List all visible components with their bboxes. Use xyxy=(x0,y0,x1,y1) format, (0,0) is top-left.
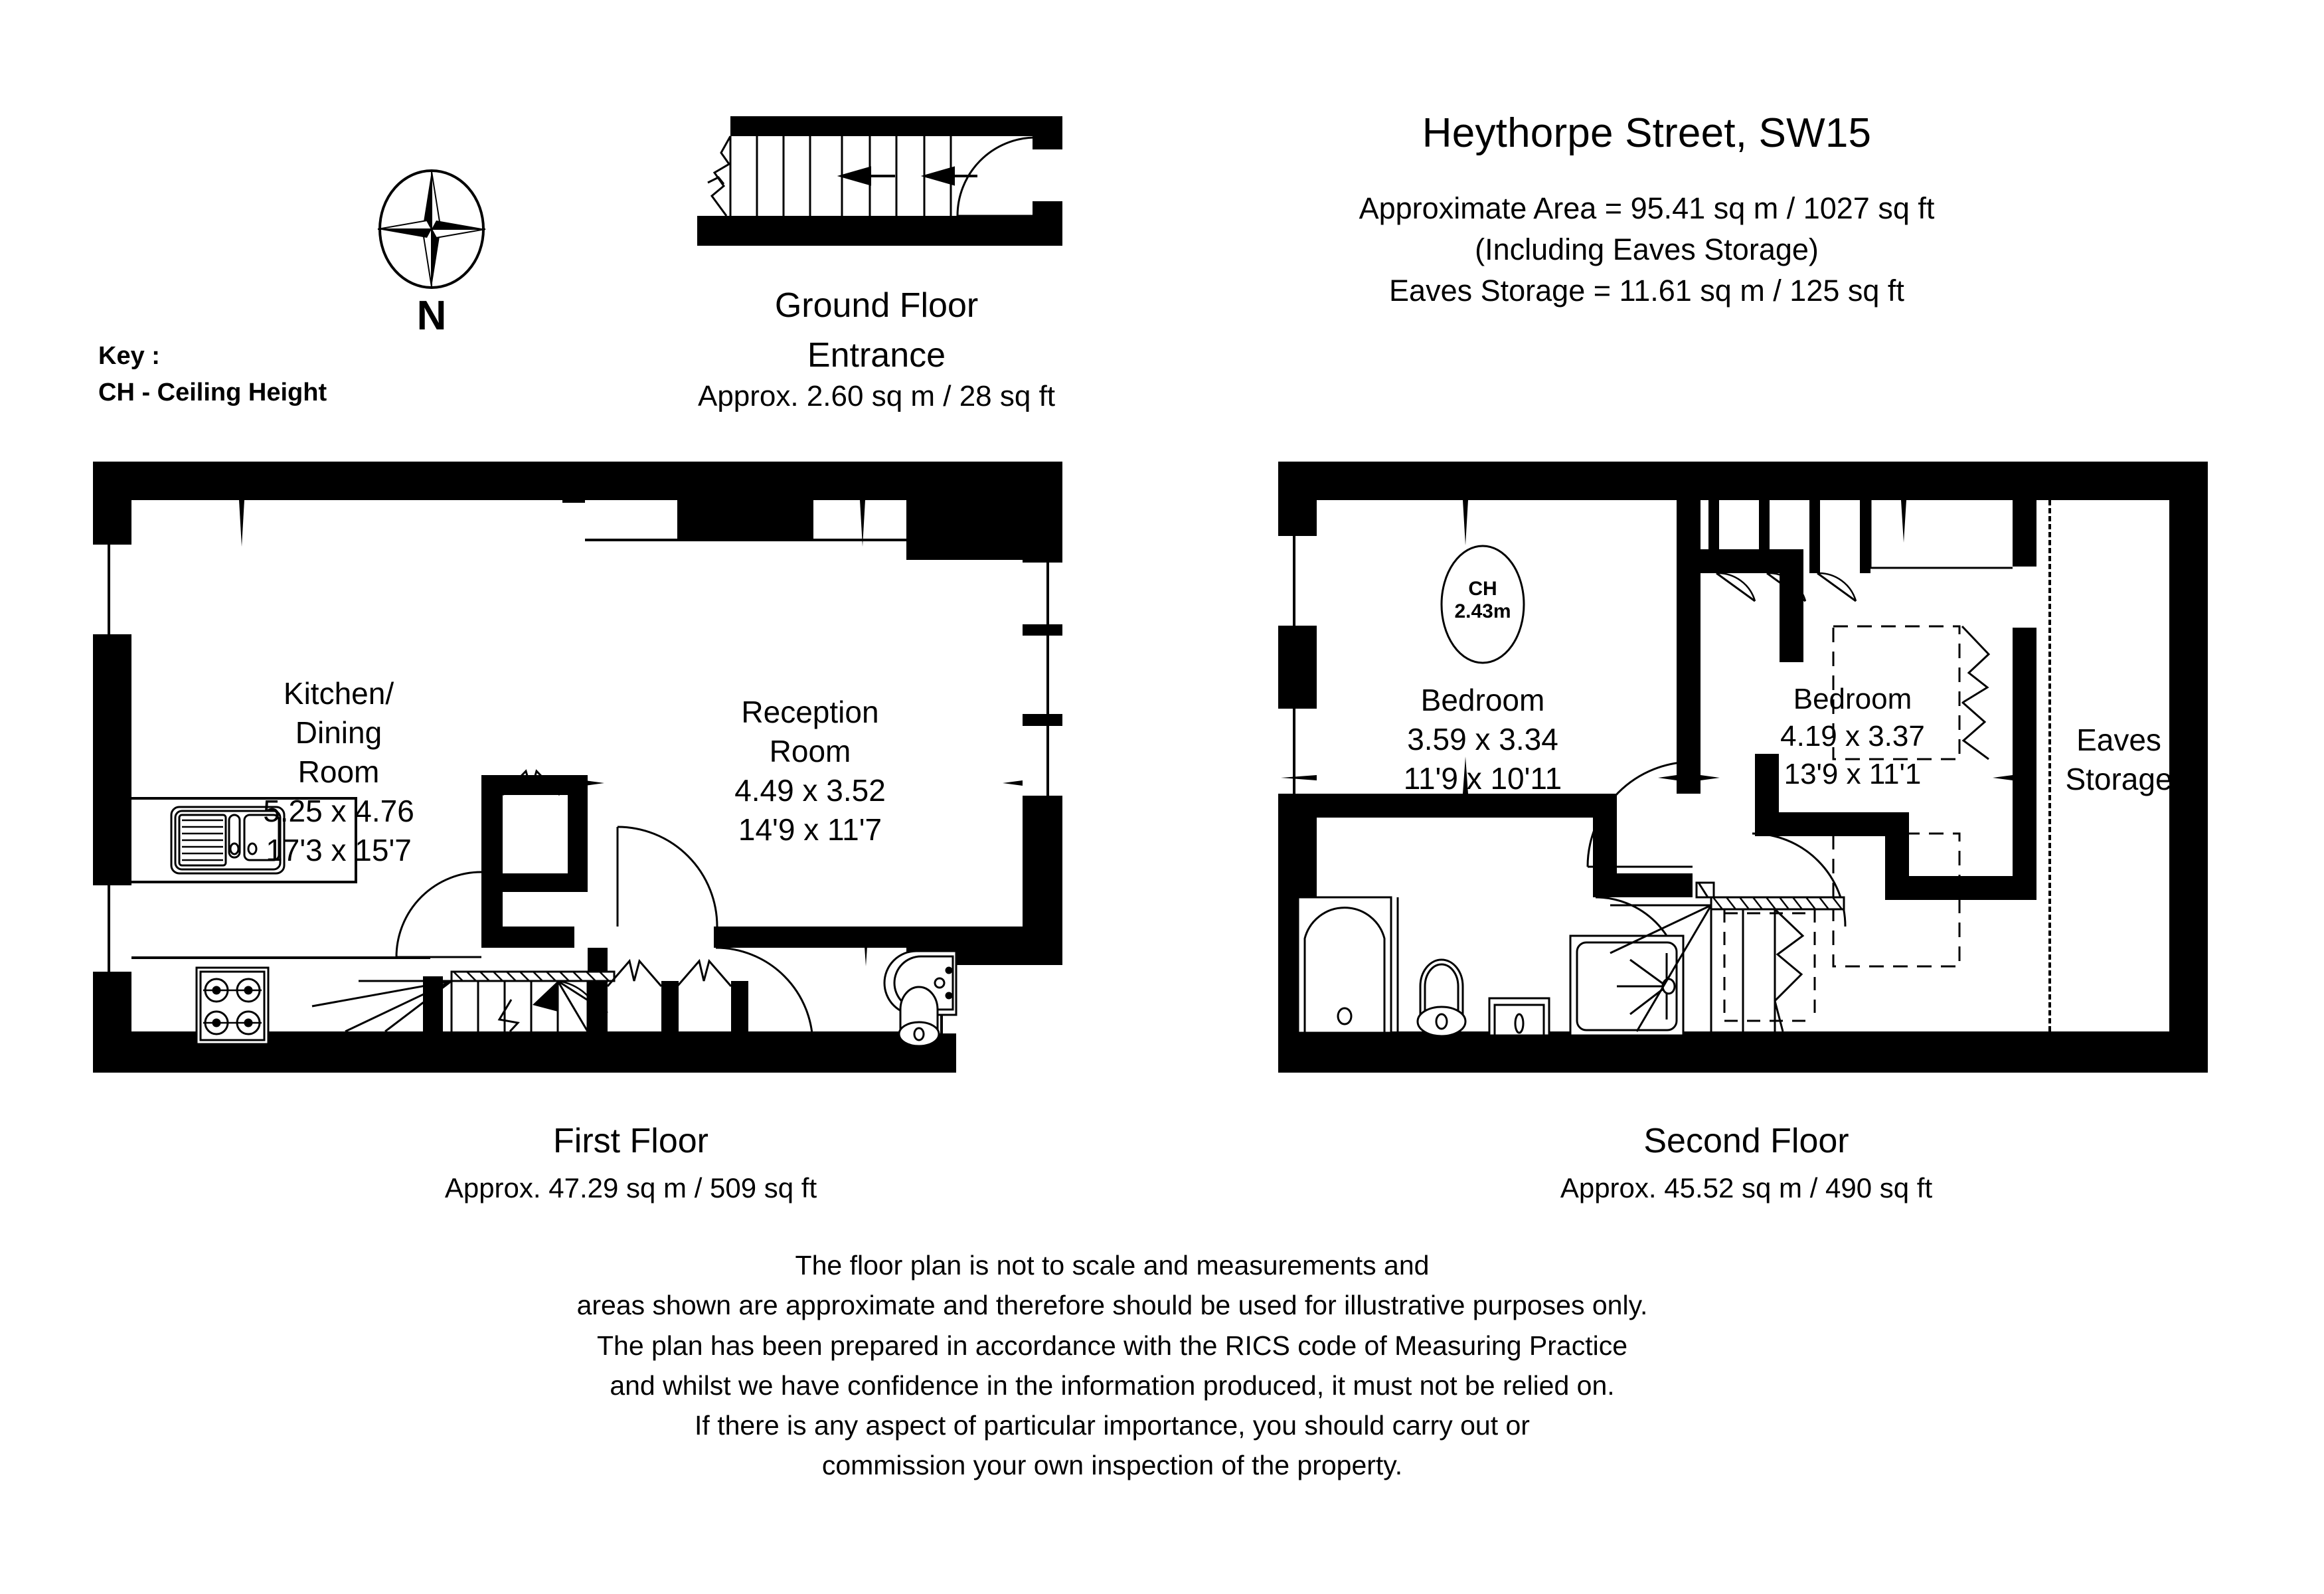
kitchen-metric: 5.25 x 4.76 xyxy=(263,793,414,828)
eaves-line1: Eaves xyxy=(2076,723,2161,757)
room-label-bedroom-1 xyxy=(1323,681,1642,798)
ff-staircase xyxy=(312,972,614,1031)
ff-hall-cupboard-piers xyxy=(661,981,748,1033)
key-heading: Key : xyxy=(98,342,160,370)
kitchen-name-line1: Kitchen/ xyxy=(283,676,394,711)
ground-floor-title: Ground Floor xyxy=(774,286,979,325)
bedroom2-name: Bedroom xyxy=(1793,683,1912,715)
compass-rose xyxy=(369,166,495,292)
room-label-kitchen-dining xyxy=(179,674,498,869)
disclaimer-block xyxy=(232,1245,1992,1486)
first-floor-plan xyxy=(93,462,1155,1073)
reception-metric: 4.49 x 3.52 xyxy=(734,772,886,808)
sf-wardrobe-piers xyxy=(1708,500,1870,573)
sf-arrow-top-bedroom1 xyxy=(1463,500,1468,545)
ff-arrow-left-kitchen xyxy=(93,780,131,786)
disclaimer-line-2: areas shown are approximate and therefore should be used for illustrative purposes only. xyxy=(576,1290,1648,1321)
room-label-eaves-storage xyxy=(2052,721,2185,799)
ff-arrow-reception-left xyxy=(585,780,604,786)
sf-arrow-left-bedroom1 xyxy=(1281,775,1317,780)
sf-wardrobe-doors xyxy=(1716,573,1856,601)
disclaimer-line-4: and whilst we have confidence in the information produced, it must not be relied on. xyxy=(610,1370,1615,1401)
sf-toilet xyxy=(1418,960,1465,1036)
disclaimer-line-3: The plan has been prepared in accordance with the RICS code of Measuring Practice xyxy=(596,1330,1628,1361)
second-floor-plan xyxy=(1278,462,2208,1073)
second-floor-area: Approx. 45.52 sq m / 490 sq ft xyxy=(1560,1172,1933,1203)
bedroom2-imperial: 13'9 x 11'1 xyxy=(1784,757,1922,790)
sf-arrow-landing xyxy=(1901,839,1906,876)
ff-arrow-top-kitchen xyxy=(239,500,244,547)
ground-floor-subtitle: Entrance xyxy=(807,336,946,375)
disclaimer-line-5: If there is any aspect of particular importance, you should carry out or xyxy=(695,1410,1530,1441)
ff-kitchen-hob xyxy=(197,968,268,1044)
disclaimer-line-1: The floor plan is not to scale and measurements and xyxy=(795,1250,1430,1281)
reception-name-line2: Room xyxy=(769,733,851,768)
sf-arrow-bedroom1-right xyxy=(1658,775,1677,780)
kitchen-name-line3: Room xyxy=(297,754,380,789)
sf-wardrobe-recess xyxy=(1870,500,2013,568)
sf-bathtub xyxy=(1298,897,1391,1033)
kitchen-name-line2: Dining xyxy=(295,715,382,750)
first-floor-area: Approx. 47.29 sq m / 509 sq ft xyxy=(444,1172,817,1203)
bedroom2-metric: 4.19 x 3.37 xyxy=(1780,720,1925,753)
including-eaves-note: (Including Eaves Storage) xyxy=(1475,232,1819,266)
ch-text xyxy=(1430,578,1536,622)
compass-icon xyxy=(369,166,495,292)
ff-wc-toilet xyxy=(899,987,939,1046)
ground-floor-plan xyxy=(677,116,1076,249)
bedroom1-name: Bedroom xyxy=(1420,683,1545,717)
approximate-area-line: Approximate Area = 95.41 sq m / 1027 sq ft xyxy=(1359,191,1935,225)
room-label-reception xyxy=(651,693,969,849)
first-floor-title: First Floor xyxy=(553,1122,708,1160)
eaves-storage-area-line: Eaves Storage = 11.61 sq m / 125 sq ft xyxy=(1389,274,1904,308)
ch-value: 2.43m xyxy=(1454,600,1511,622)
ff-arrow-reception-right xyxy=(1003,780,1023,786)
ceiling-height-badge xyxy=(1430,541,1536,667)
sf-bedroom2-wardrobe-lower xyxy=(1833,834,1959,966)
room-label-bedroom-2 xyxy=(1697,681,2009,793)
disclaimer-line-6: commission your own inspection of the property. xyxy=(821,1450,1403,1481)
key-entry-ceiling-height: CH - Ceiling Height xyxy=(98,379,327,406)
reception-name-line1: Reception xyxy=(741,695,879,729)
ff-arrow-top-reception xyxy=(860,500,865,547)
gf-detail xyxy=(677,116,1076,249)
bedroom1-metric: 3.59 x 3.34 xyxy=(1407,721,1558,756)
ch-label: CH xyxy=(1468,578,1497,600)
sf-arrow-top-bedroom2 xyxy=(1901,500,1906,543)
ground-floor-area: Approx. 2.60 sq m / 28 sq ft xyxy=(697,380,1056,412)
ff-door-hall-lower xyxy=(716,948,813,1045)
page-title: Heythorpe Street, SW15 xyxy=(1422,110,1872,156)
kitchen-imperial: 17'3 x 15'7 xyxy=(266,832,412,867)
sf-shower xyxy=(1570,936,1683,1035)
second-floor-title: Second Floor xyxy=(1643,1122,1849,1160)
sf-bidet xyxy=(1489,998,1549,1035)
ff-door-kitchen-hall xyxy=(396,872,481,957)
ff-arrow-hall xyxy=(863,927,869,966)
bedroom1-imperial: 11'9 x 10'11 xyxy=(1403,760,1562,796)
reception-imperial: 14'9 x 11'7 xyxy=(738,812,882,847)
compass-north-label: N xyxy=(416,293,447,339)
eaves-line2: Storage xyxy=(2065,761,2173,796)
